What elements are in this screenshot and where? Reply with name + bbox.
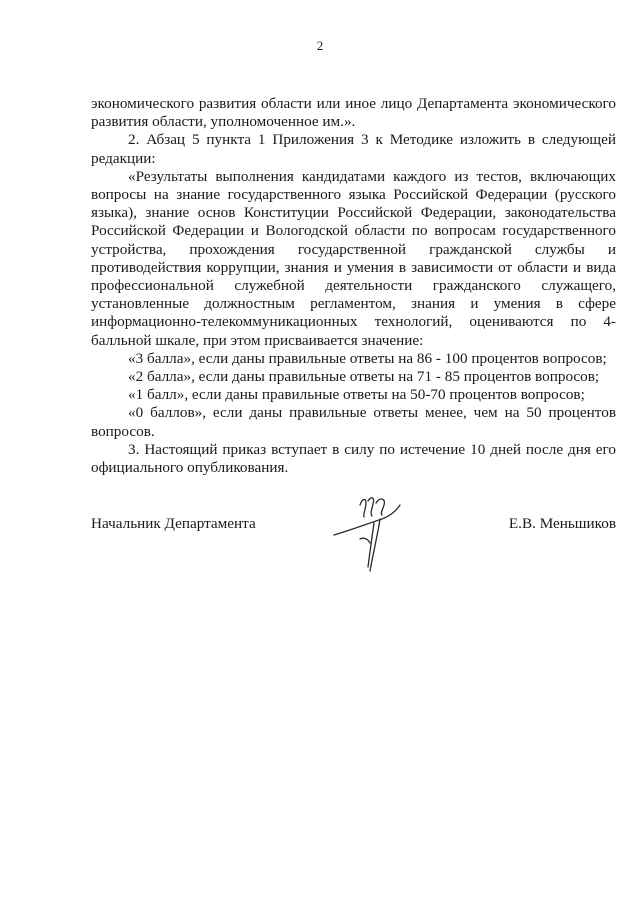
paragraph-continuation: экономического развития области или иное лицо Департамента экономического развития области, уполномоченное им.». (91, 95, 616, 131)
document-body (91, 95, 616, 477)
page-number: 2 (316, 38, 324, 53)
paragraph-item-2: 2. Абзац 5 пункта 1 Приложения 3 к Методике изложить в следующей редакции: (91, 131, 616, 167)
signatory-position: Начальник Департамента (91, 515, 256, 532)
paragraph-score-0: «0 баллов», если даны правильные ответы менее, чем на 50 процентов вопросов. (91, 404, 616, 440)
signatory-name: Е.В. Меньшиков (508, 515, 616, 532)
paragraph-quoted-results: «Результаты выполнения кандидатами каждого из тестов, включающих вопросы на знание государственного языка Российской Федерации (русского языка), знание основ Конституции Российской Федерации, законодательства Российской Федерации и Вологодской области по вопросам государственного устройства, прохождения государственной гражданской службы и противодействия коррупции, знания и умения в зависимости от области и вида профессиональной служебной деятельности гражданского служащего, установленные должностным регламентом, знания и умения в сфере информационно-телекоммуникационных технологий, оцениваются по 4-балльной шкале, при этом присваивается значение: (91, 167, 616, 349)
paragraph-item-3: 3. Настоящий приказ вступает в силу по истечение 10 дней после дня его официального опубликования. (91, 440, 616, 477)
handwritten-signature-icon (330, 493, 408, 575)
paragraph-score-3: «3 балла», если даны правильные ответы на 86 - 100 процентов вопросов; (128, 349, 607, 367)
paragraph-score-1: «1 балл», если даны правильные ответы на 50-70 процентов вопросов; (128, 386, 585, 404)
paragraph-score-2: «2 балла», если даны правильные ответы на 71 - 85 процентов вопросов; (128, 368, 600, 386)
